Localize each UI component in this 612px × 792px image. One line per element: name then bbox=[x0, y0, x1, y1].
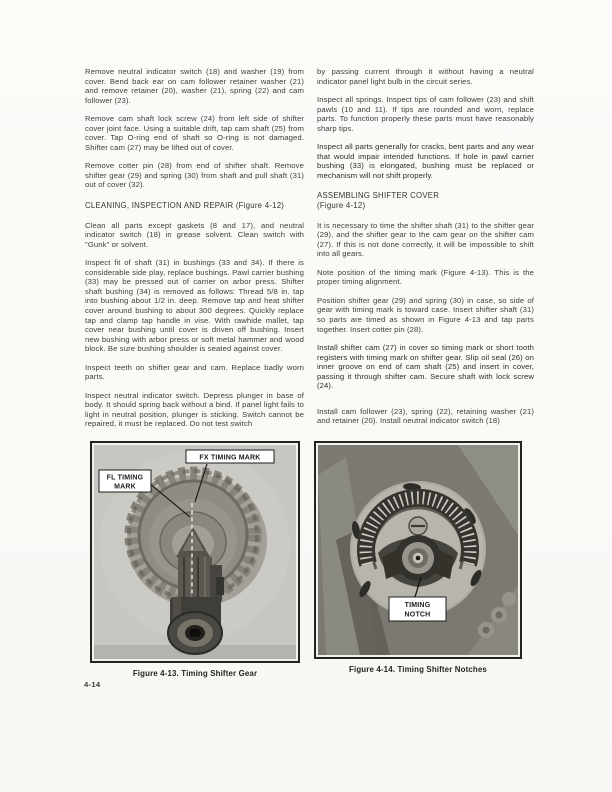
timing-shifter-notches-photo bbox=[318, 445, 518, 655]
paragraph: Position shifter gear (29) and spring (30) in case, so side of gear with timing mark is toward case. Insert shifter shaft (31) so parts are timed as shown in Figure 4-13 and tap parts together. Insert cotter pin (28). bbox=[317, 295, 534, 334]
adjusting-screw bbox=[409, 517, 427, 535]
cam-hub bbox=[395, 535, 441, 581]
section-heading-cleaning: CLEANING, INSPECTION AND REPAIR (Figure 4-12) bbox=[85, 201, 285, 211]
section-heading-assembling-sub: (Figure 4-12) bbox=[317, 201, 366, 211]
fl-timing-mark-label-line2: MARK bbox=[114, 483, 136, 491]
paragraph: Inspect all parts generally for cracks, bent parts and any wear that would impair intended functions. If hole in pawl carrier bushing (33) is elongated, bushing must be replaced or mechanism will not shift properly. bbox=[317, 142, 534, 180]
page-number: 4-14 bbox=[84, 680, 101, 689]
figure-4-14-frame bbox=[314, 441, 522, 659]
section-heading-assembling: ASSEMBLING SHIFTER COVER bbox=[317, 191, 440, 201]
figure-4-13 bbox=[90, 441, 300, 678]
paragraph: by passing current through it without having a neutral indicator panel light bulb in the circuit series. bbox=[317, 67, 534, 86]
paragraph: Remove cam shaft lock screw (24) from left side of shifter cover joint face. Using a suitable drift, tap cam shaft (25) from cover. Tap O-ring end of shaft so O-ring is not damaged. Shifter cam (27) may be lifted out of cover. bbox=[85, 114, 304, 152]
paragraph: Clean all parts except gaskets (8 and 17), and neutral indicator switch (18) in grease solvent. Clean switch with "Gunk" or solvent. bbox=[85, 220, 304, 249]
paragraph: Inspect teeth on shifter gear and cam. Replace badly worn parts. bbox=[85, 362, 304, 382]
figure-4-13-caption: Figure 4-13. Timing Shifter Gear bbox=[132, 669, 258, 678]
right-column bbox=[317, 67, 534, 439]
paragraph: It is necessary to time the shifter shaft (31) to the shifter gear (29), and the shifter gear to the cam gear on the shifter cam (27). If this is not done correctly, it will be impossible to shift into all gears. bbox=[317, 220, 534, 259]
fx-timing-mark-label: FX TIMING MARK bbox=[199, 454, 261, 462]
paragraph: Remove cotter pin (28) from end of shifter shaft. Remove shifter gear (29) and spring (30) from shaft and pull shaft (31) out of cover (32). bbox=[85, 161, 304, 190]
timing-shifter-gear-photo bbox=[94, 445, 296, 659]
paragraph: Inspect all springs. Inspect tips of cam follower (23) and shift pawls (10 and 11). If tips are rounded and worn, replace parts. To function properly these parts must have reasonably sharp tips. bbox=[317, 95, 534, 133]
paragraph: Inspect fit of shaft (31) in bushings (33 and 34). If there is considerable side play, replace bushings. Pawl carrier bushing (33) may be pressed out of carrier on arbor press. Shifter shaft bushing (34) is removed as follows: Thread 5/8 in. tap into bushing about 1/2 in. deep. Remove tap and heat shifter cover around bushing to about 300 degrees. Quickly replace tap and clamp tap handle in vise. With rawhide mallet, tap cover near bushing until cover is driven off bushing. Insert new bushing with arbor press or soft metal hammer and wood block. Be sure bushing shoulder is seated against cover. bbox=[85, 258, 304, 354]
paragraph: Remove neutral indicator switch (18) and washer (19) from cover. Bend back ear on cam follower retainer washer (21) and remove retainer (20), washer (21), spring (22) and cam follower (23). bbox=[85, 67, 304, 105]
paragraph: Note position of the timing mark (Figure 4-13). This is the proper timing alignment. bbox=[317, 267, 534, 287]
timing-notch-label-line2: NOTCH bbox=[404, 611, 431, 619]
figure-4-14 bbox=[314, 441, 522, 674]
timing-notch-label-line1: TIMING bbox=[404, 602, 431, 609]
figure-4-13-frame bbox=[90, 441, 300, 663]
fl-timing-mark-label-line1: FL TIMING bbox=[106, 474, 144, 482]
paragraph: Inspect neutral indicator switch. Depress plunger in base of body. It should spring back without a bind. If panel light fails to light in neutral position, plunger is sticking. Switch cannot be repaired, it must be replaced. Do not test switch bbox=[85, 390, 304, 429]
figure-4-14-caption: Figure 4-14. Timing Shifter Notches bbox=[349, 665, 487, 674]
paragraph: Install cam follower (23), spring (22), retaining washer (21) and retainer (20). Install neutral indicator switch (18) bbox=[317, 406, 534, 426]
paragraph: Install shifter cam (27) in cover so timing mark or short tooth registers with timing mark on shifter gear. Slip oil seal (26) on inner groove on end of cam shaft (25) and insert in cover, passing it through shifter cam. Secure shaft with lock screw (24). bbox=[317, 343, 534, 391]
left-column bbox=[85, 67, 304, 439]
